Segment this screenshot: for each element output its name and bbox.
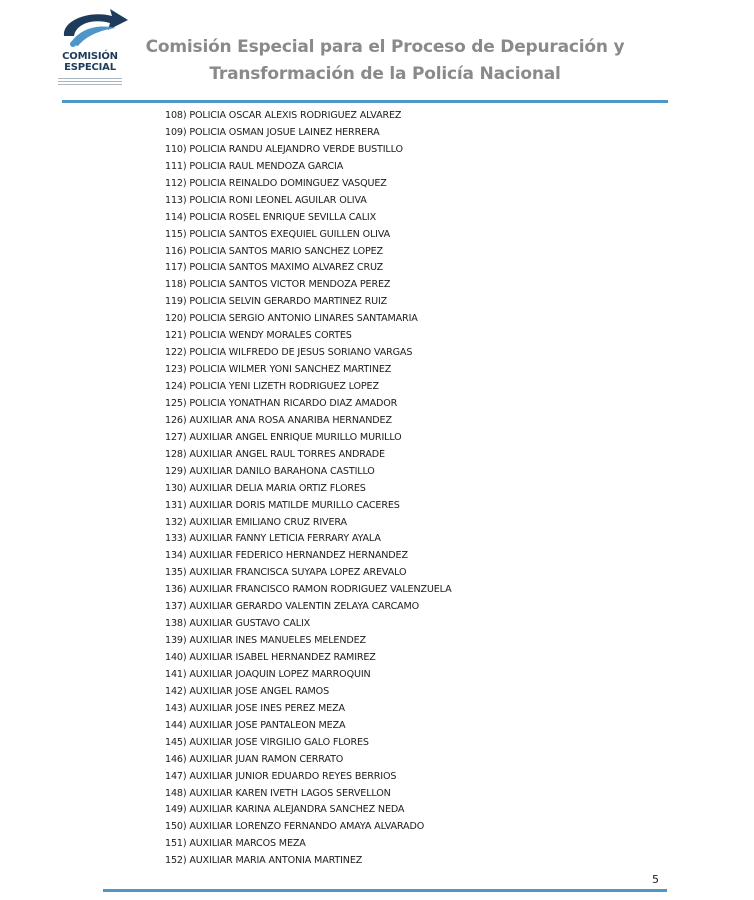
page-number: 5 [652, 873, 659, 886]
list-item: 131) AUXILIAR DORIS MATILDE MURILLO CACERES [165, 499, 400, 511]
list-item: 124) POLICIA YENI LIZETH RODRIGUEZ LOPEZ [165, 381, 379, 392]
arrow-emblem-icon [50, 6, 130, 52]
list-item: 118) POLICIA SANTOS VICTOR MENDOZA PEREZ [165, 279, 391, 291]
list-item: 117) POLICIA SANTOS MAXIMO ALVAREZ CRUZ [165, 262, 384, 274]
list-item: 128) AUXILIAR ANGEL RAUL TORRES ANDRADE [165, 448, 385, 460]
list-item: 115) POLICIA SANTOS EXEQUIEL GUILLEN OLIVA [165, 228, 391, 240]
list-item: 150) AUXILIAR LORENZO FERNANDO AMAYA ALVARADO [165, 821, 425, 833]
list-item: 146) AUXILIAR JUAN RAMON CERRATO [165, 753, 344, 765]
list-item: 138) AUXILIAR GUSTAVO CALIX [165, 618, 311, 630]
list-item: 151) AUXILIAR MARCOS MEZA [165, 838, 306, 850]
footer-divider [103, 889, 667, 892]
list-item: 145) AUXILIAR JOSE VIRGILIO GALO FLORES [165, 736, 369, 748]
list-item: 133) AUXILIAR FANNY LETICIA FERRARY AYALA [165, 533, 381, 545]
list-item: 147) AUXILIAR JUNIOR EDUARDO REYES BERRIOS [165, 770, 397, 782]
list-item: 142) AUXILIAR JOSE ANGEL RAMOS [165, 685, 330, 697]
logo-text-line2: ESPECIAL [64, 62, 116, 73]
list-item: 109) POLICIA OSMAN JOSUE LAINEZ HERRERA [165, 126, 380, 138]
header-divider [62, 100, 668, 103]
list-item: 113) POLICIA RONI LEONEL AGUILAR OLIVA [165, 194, 367, 206]
list-item: 114) POLICIA ROSEL ENRIQUE SEVILLA CALIX [165, 211, 377, 223]
list-item: 132) AUXILIAR EMILIANO CRUZ RIVERA [165, 516, 347, 528]
list-item: 127) AUXILIAR ANGEL ENRIQUE MURILLO MURILLO [165, 431, 402, 443]
comision-especial-logo [50, 6, 130, 88]
list-item: 121) POLICIA WENDY MORALES CORTES [165, 330, 352, 342]
personnel-list [165, 108, 685, 870]
list-item: 108) POLICIA OSCAR ALEXIS RODRIGUEZ ALVAREZ [165, 110, 402, 121]
list-item: 135) AUXILIAR FRANCISCA SUYAPA LOPEZ AREVALO [165, 567, 407, 579]
list-item: 125) POLICIA YONATHAN RICARDO DIAZ AMADOR [165, 397, 398, 409]
header-title-line1: Comisión Especial para el Proceso de Depuración y [145, 37, 625, 57]
list-item: 111) POLICIA RAUL MENDOZA GARCIA [165, 160, 344, 172]
list-item: 116) POLICIA SANTOS MARIO SANCHEZ LOPEZ [165, 245, 383, 257]
header-title-line2: Transformación de la Policía Nacional [209, 64, 561, 84]
list-item: 143) AUXILIAR JOSE INES PEREZ MEZA [165, 702, 345, 714]
list-item: 148) AUXILIAR KAREN IVETH LAGOS SERVELLON [165, 787, 391, 799]
list-item: 126) AUXILIAR ANA ROSA ANARIBA HERNANDEZ [165, 414, 392, 426]
list-item: 129) AUXILIAR DANILO BARAHONA CASTILLO [165, 465, 375, 477]
list-item: 130) AUXILIAR DELIA MARIA ORTIZ FLORES [165, 482, 366, 494]
list-item: 123) POLICIA WILMER YONI SANCHEZ MARTINEZ [165, 364, 392, 376]
list-item: 122) POLICIA WILFREDO DE JESUS SORIANO VARGAS [165, 347, 413, 359]
list-item: 119) POLICIA SELVIN GERARDO MARTINEZ RUIZ [165, 296, 388, 308]
list-item: 152) AUXILIAR MARIA ANTONIA MARTINEZ [165, 855, 363, 867]
list-item: 112) POLICIA REINALDO DOMINGUEZ VASQUEZ [165, 177, 387, 189]
list-item: 140) AUXILIAR ISABEL HERNANDEZ RAMIREZ [165, 652, 376, 663]
list-item: 110) POLICIA RANDU ALEJANDRO VERDE BUSTILLO [165, 143, 403, 155]
list-item: 149) AUXILIAR KARINA ALEJANDRA SANCHEZ NEDA [165, 804, 405, 816]
list-item: 144) AUXILIAR JOSE PANTALEON MEZA [165, 719, 346, 731]
logo-subtitle-lines [58, 76, 122, 85]
list-item: 136) AUXILIAR FRANCISCO RAMON RODRIGUEZ VALENZUELA [165, 584, 452, 596]
list-item: 134) AUXILIAR FEDERICO HERNANDEZ HERNANDEZ [165, 550, 408, 562]
logo-text-line1: COMISIÓN [62, 51, 118, 62]
list-item: 139) AUXILIAR INES MANUELES MELENDEZ [165, 635, 366, 647]
list-item: 141) AUXILIAR JOAQUIN LOPEZ MARROQUIN [165, 668, 371, 680]
list-item: 137) AUXILIAR GERARDO VALENTIN ZELAYA CARCAMO [165, 601, 420, 613]
list-item: 120) POLICIA SERGIO ANTONIO LINARES SANTAMARIA [165, 313, 418, 325]
